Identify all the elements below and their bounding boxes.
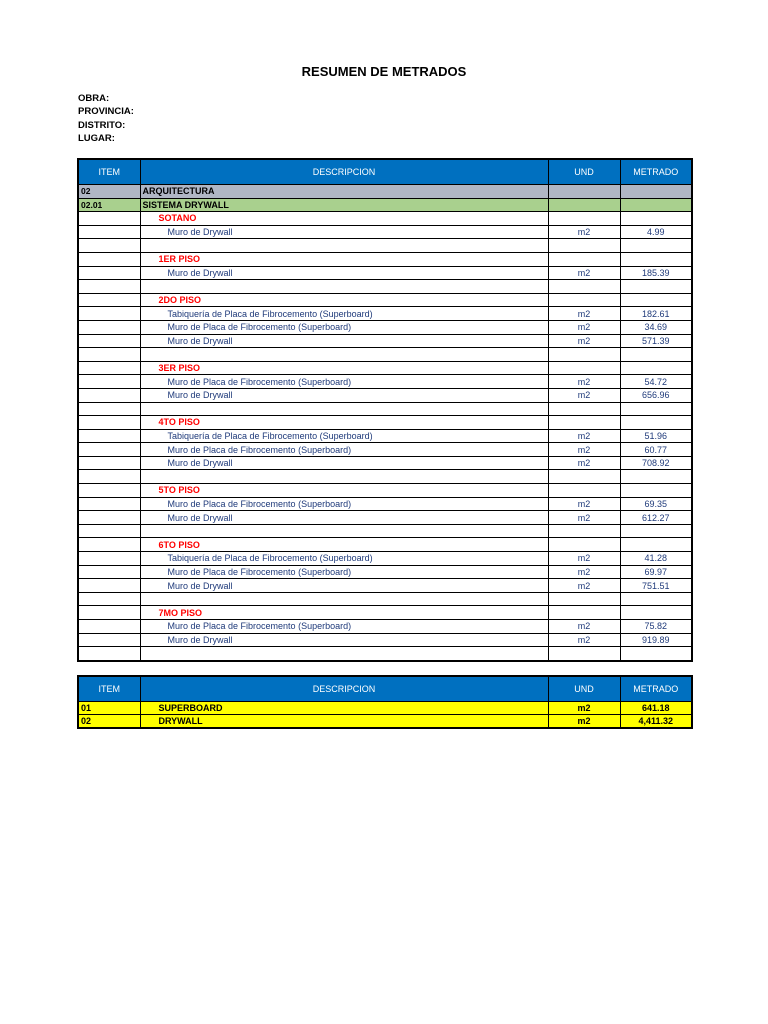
table-row [78,443,692,457]
cell-metrado: 54.72 [620,375,692,389]
cell-descripcion: Tabiquería de Placa de Fibrocemento (Superboard) [140,307,548,321]
table-row [78,456,692,470]
summary-cell-desc: SUPERBOARD [140,702,548,715]
cell-metrado [620,524,692,538]
summary-table [77,675,693,729]
cell-item [78,320,140,334]
cell-descripcion: Muro de Drywall [140,456,548,470]
summary-cell-und: m2 [548,715,620,729]
summary-cell-und: m2 [548,702,620,715]
cell-und: m2 [548,307,620,321]
cell-und: m2 [548,497,620,511]
cell-descripcion: Tabiquería de Placa de Fibrocemento (Superboard) [140,552,548,566]
cell-metrado [620,252,692,266]
cell-und [548,252,620,266]
cell-und: m2 [548,565,620,579]
cell-item [78,552,140,566]
table-row [78,307,692,321]
cell-item: 02.01 [78,198,140,212]
cell-und [548,280,620,294]
table-row [78,320,692,334]
table-row [78,429,692,443]
metrados-table [77,158,693,662]
header-und: UND [548,676,620,702]
cell-und [548,198,620,212]
cell-descripcion [140,592,548,606]
cell-metrado: 571.39 [620,334,692,348]
cell-descripcion: Muro de Drywall [140,579,548,593]
cell-metrado: 182.61 [620,307,692,321]
cell-und [548,239,620,253]
cell-und: m2 [548,552,620,566]
cell-metrado: 656.96 [620,388,692,402]
blank-row [78,524,692,538]
cell-descripcion: Muro de Placa de Fibrocemento (Superboard) [140,320,548,334]
cell-metrado: 612.27 [620,511,692,525]
cell-descripcion: 6TO PISO [140,538,548,552]
cell-metrado [620,348,692,362]
table-row [78,361,692,375]
info-lugar: LUGAR: [78,132,115,144]
header-descripcion: DESCRIPCION [140,159,548,185]
header-metrado: METRADO [620,159,692,185]
summary-cell-item: 01 [78,702,140,715]
cell-und: m2 [548,633,620,647]
cell-item [78,484,140,498]
blank-row [78,647,692,661]
cell-item [78,429,140,443]
cell-metrado: 41.28 [620,552,692,566]
cell-und: m2 [548,388,620,402]
cell-metrado: 708.92 [620,456,692,470]
cell-und: m2 [548,511,620,525]
cell-descripcion: Muro de Drywall [140,225,548,239]
cell-descripcion [140,647,548,661]
cell-metrado [620,361,692,375]
summary-cell-met: 4,411.32 [620,715,692,729]
cell-metrado: 4.99 [620,225,692,239]
cell-metrado [620,185,692,199]
summary-row [78,715,692,729]
cell-descripcion: Muro de Drywall [140,511,548,525]
cell-item [78,606,140,620]
blank-row [78,280,692,294]
cell-item [78,538,140,552]
blank-row [78,239,692,253]
cell-descripcion: SOTANO [140,212,548,226]
cell-und [548,348,620,362]
cell-item [78,334,140,348]
cell-item [78,592,140,606]
table-row [78,375,692,389]
table-row [78,484,692,498]
table-row [78,565,692,579]
cell-und [548,606,620,620]
cell-metrado [620,239,692,253]
cell-descripcion: 1ER PISO [140,252,548,266]
table-row [78,212,692,226]
cell-item [78,470,140,484]
cell-und: m2 [548,375,620,389]
cell-item [78,212,140,226]
table-row [78,497,692,511]
cell-item [78,647,140,661]
cell-descripcion: Tabiquería de Placa de Fibrocemento (Superboard) [140,429,548,443]
cell-metrado [620,212,692,226]
cell-metrado: 34.69 [620,320,692,334]
cell-metrado: 185.39 [620,266,692,280]
cell-descripcion [140,280,548,294]
table-row [78,252,692,266]
cell-descripcion: ARQUITECTURA [140,185,548,199]
cell-und: m2 [548,456,620,470]
table-header [78,159,692,185]
cell-und: m2 [548,334,620,348]
cell-metrado: 751.51 [620,579,692,593]
cell-item: 02 [78,185,140,199]
cell-metrado [620,647,692,661]
cell-und: m2 [548,429,620,443]
cell-metrado [620,470,692,484]
cell-descripcion [140,524,548,538]
cell-descripcion: 2DO PISO [140,293,548,307]
cell-item [78,225,140,239]
cell-item [78,565,140,579]
cell-descripcion: Muro de Placa de Fibrocemento (Superboard) [140,620,548,634]
cell-metrado [620,592,692,606]
cell-descripcion: Muro de Drywall [140,334,548,348]
cell-item [78,361,140,375]
cell-und: m2 [548,225,620,239]
table-row [78,185,692,199]
table-row [78,579,692,593]
cell-metrado [620,293,692,307]
cell-descripcion: Muro de Drywall [140,266,548,280]
cell-metrado [620,402,692,416]
table-row [78,538,692,552]
summary-cell-desc: DRYWALL [140,715,548,729]
table-row [78,266,692,280]
cell-item [78,293,140,307]
cell-metrado [620,606,692,620]
cell-item [78,266,140,280]
table-row [78,198,692,212]
blank-row [78,592,692,606]
cell-descripcion: Muro de Placa de Fibrocemento (Superboard) [140,497,548,511]
cell-und: m2 [548,579,620,593]
cell-metrado: 69.35 [620,497,692,511]
info-provincia: PROVINCIA: [78,106,134,118]
cell-item [78,633,140,647]
table-row [78,334,692,348]
summary-header [78,676,692,702]
cell-und [548,212,620,226]
cell-und [548,524,620,538]
table-row [78,388,692,402]
cell-und [548,538,620,552]
blank-row [78,402,692,416]
cell-descripcion: Muro de Drywall [140,633,548,647]
blank-row [78,470,692,484]
cell-item [78,280,140,294]
cell-und [548,402,620,416]
cell-descripcion [140,348,548,362]
page-title: RESUMEN DE METRADOS [301,64,467,79]
cell-und [548,416,620,430]
cell-descripcion: Muro de Placa de Fibrocemento (Superboard) [140,443,548,457]
cell-item [78,524,140,538]
cell-metrado: 75.82 [620,620,692,634]
summary-cell-item: 02 [78,715,140,729]
info-obra: OBRA: [78,93,110,104]
cell-item [78,443,140,457]
cell-metrado [620,198,692,212]
cell-item [78,497,140,511]
cell-item [78,456,140,470]
table-row [78,225,692,239]
cell-descripcion: Muro de Placa de Fibrocemento (Superboard) [140,375,548,389]
cell-descripcion: Muro de Placa de Fibrocemento (Superboard) [140,565,548,579]
cell-item [78,620,140,634]
cell-und [548,647,620,661]
cell-und: m2 [548,266,620,280]
cell-descripcion [140,470,548,484]
header-und: UND [548,159,620,185]
table-row [78,552,692,566]
cell-metrado: 51.96 [620,429,692,443]
table-row [78,633,692,647]
cell-descripcion: 3ER PISO [140,361,548,375]
cell-descripcion: Muro de Drywall [140,388,548,402]
cell-metrado [620,538,692,552]
cell-descripcion [140,402,548,416]
summary-cell-met: 641.18 [620,702,692,715]
blank-row [78,348,692,362]
cell-metrado [620,280,692,294]
header-item: ITEM [78,676,140,702]
cell-item [78,348,140,362]
cell-und: m2 [548,320,620,334]
cell-und [548,592,620,606]
cell-item [78,388,140,402]
cell-und [548,361,620,375]
cell-item [78,252,140,266]
cell-und [548,185,620,199]
cell-item [78,402,140,416]
table-row [78,620,692,634]
cell-und [548,470,620,484]
cell-metrado: 919.89 [620,633,692,647]
summary-row [78,702,692,715]
cell-descripcion: 7MO PISO [140,606,548,620]
cell-metrado: 60.77 [620,443,692,457]
cell-item [78,239,140,253]
header-descripcion: DESCRIPCION [140,676,548,702]
table-row [78,416,692,430]
cell-und [548,484,620,498]
cell-metrado: 69.97 [620,565,692,579]
cell-item [78,416,140,430]
cell-descripcion: 5TO PISO [140,484,548,498]
cell-metrado [620,484,692,498]
project-info [78,92,134,145]
header-metrado: METRADO [620,676,692,702]
cell-item [78,579,140,593]
table-row [78,606,692,620]
cell-descripcion: 4TO PISO [140,416,548,430]
info-distrito: DISTRITO: [78,119,126,131]
cell-metrado [620,416,692,430]
cell-item [78,375,140,389]
cell-und: m2 [548,443,620,457]
table-row [78,293,692,307]
cell-item [78,511,140,525]
cell-und [548,293,620,307]
cell-und: m2 [548,620,620,634]
table-row [78,511,692,525]
cell-descripcion: SISTEMA DRYWALL [140,198,548,212]
cell-item [78,307,140,321]
cell-descripcion [140,239,548,253]
header-item: ITEM [78,159,140,185]
